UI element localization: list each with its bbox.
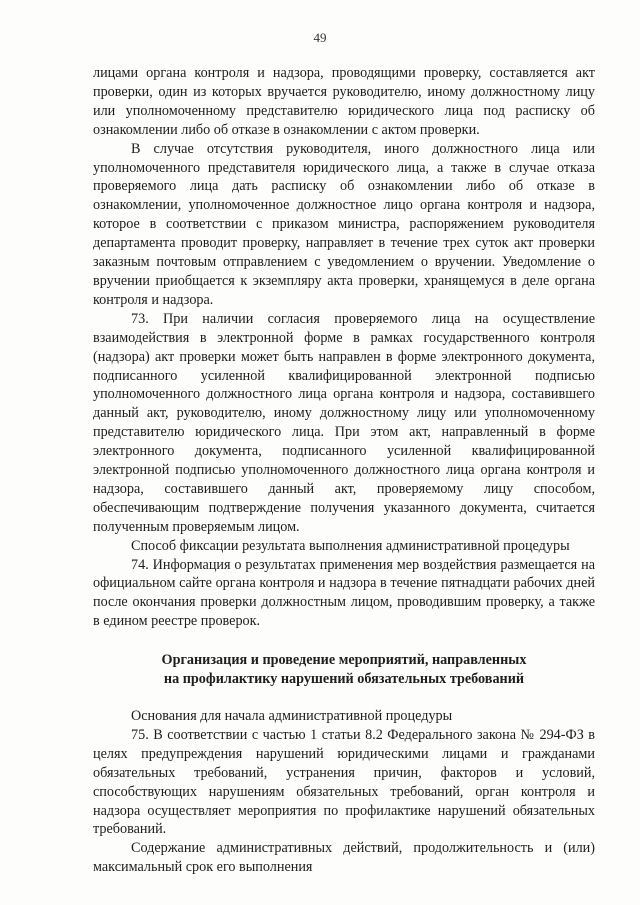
section-heading: [93, 651, 595, 689]
section-heading-line-1: Организация и проведение мероприятий, направленных: [161, 652, 527, 669]
paragraph-act-mailing: В случае отсутствия руководителя, иного должностного лица или уполномоченного представителя юридического лица, а также в случае отказа проверяемого лица дать расписку об ознакомлении либо об отказе в ознакомлении, уполномоченное должностное лицо органа контроля и надзора, которое в соответствии с приказом министра, распоряжением руководителя департамента проводит проверку, направляет в течение трех суток акт проверки заказным почтовым отправлением с уведомлением о вручении. Уведомление о вручении приобщается к экземпляру акта проверки, хранящемуся в деле органа контроля и надзора.: [93, 140, 595, 308]
paragraph-73-electronic-act: 73. При наличии согласия проверяемого лица на осуществление взаимодействия в электронной форме в рамках государственного контроля (надзора) акт проверки может быть направлен в форме электронного документа, подписанного усиленной квалифицированной электронной подписью уполномоченного должностного лица органа контроля и надзора, составившего данный акт, руководителю, иному должностному лицу или уполномоченному представителю юридического лица. При этом акт, направленный в форме электронного документа, подписанного усиленной квалифицированной электронной подписью уполномоченного должностного лица органа контроля и надзора, составившего данный акт, проверяемому лицу способом, обеспечивающим подтверждение получения указанного документа, считается полученным проверяемым лицом.: [93, 310, 595, 535]
paragraph-result-fixation: Способ фиксации результата выполнения административной процедуры: [131, 537, 570, 554]
paragraph-74-publication: 74. Информация о результатах применения мер воздействия размещается на официальном сайте органа контроля и надзора в течение пятнадцати рабочих дней после окончания проверки должностным лицом, проводившим проверку, а также в едином реестре проверок.: [93, 556, 595, 630]
page-number: 49: [313, 30, 327, 45]
paragraph-actions-duration: Содержание административных действий, продолжительность и (или) максимальный срок его выполнения: [93, 840, 595, 876]
section-heading-line-2: на профилактику нарушений обязательных требований: [163, 671, 525, 688]
document-body: [93, 64, 595, 877]
paragraph-procedure-grounds: Основания для начала административной процедуры: [131, 708, 453, 724]
paragraph-75-prevention: 75. В соответствии с частью 1 статьи 8.2 Федерального закона № 294-ФЗ в целях предупреждения нарушений юридическими лицами и гражданами обязательных требований, устранения причин, факторов и условий, способствующих нарушениям обязательных требований, орган контроля и надзора осуществляет мероприятия по профилактике нарушений обязательных требований.: [93, 726, 595, 838]
paragraph-act-handover: лицами органа контроля и надзора, проводящими проверку, составляется акт проверки, один из которых вручается руководителю, иному должностному лицу или уполномоченному представителю юридического лица под расписку об ознакомлении либо об отказе в ознакомлении с актом проверки.: [93, 65, 595, 138]
